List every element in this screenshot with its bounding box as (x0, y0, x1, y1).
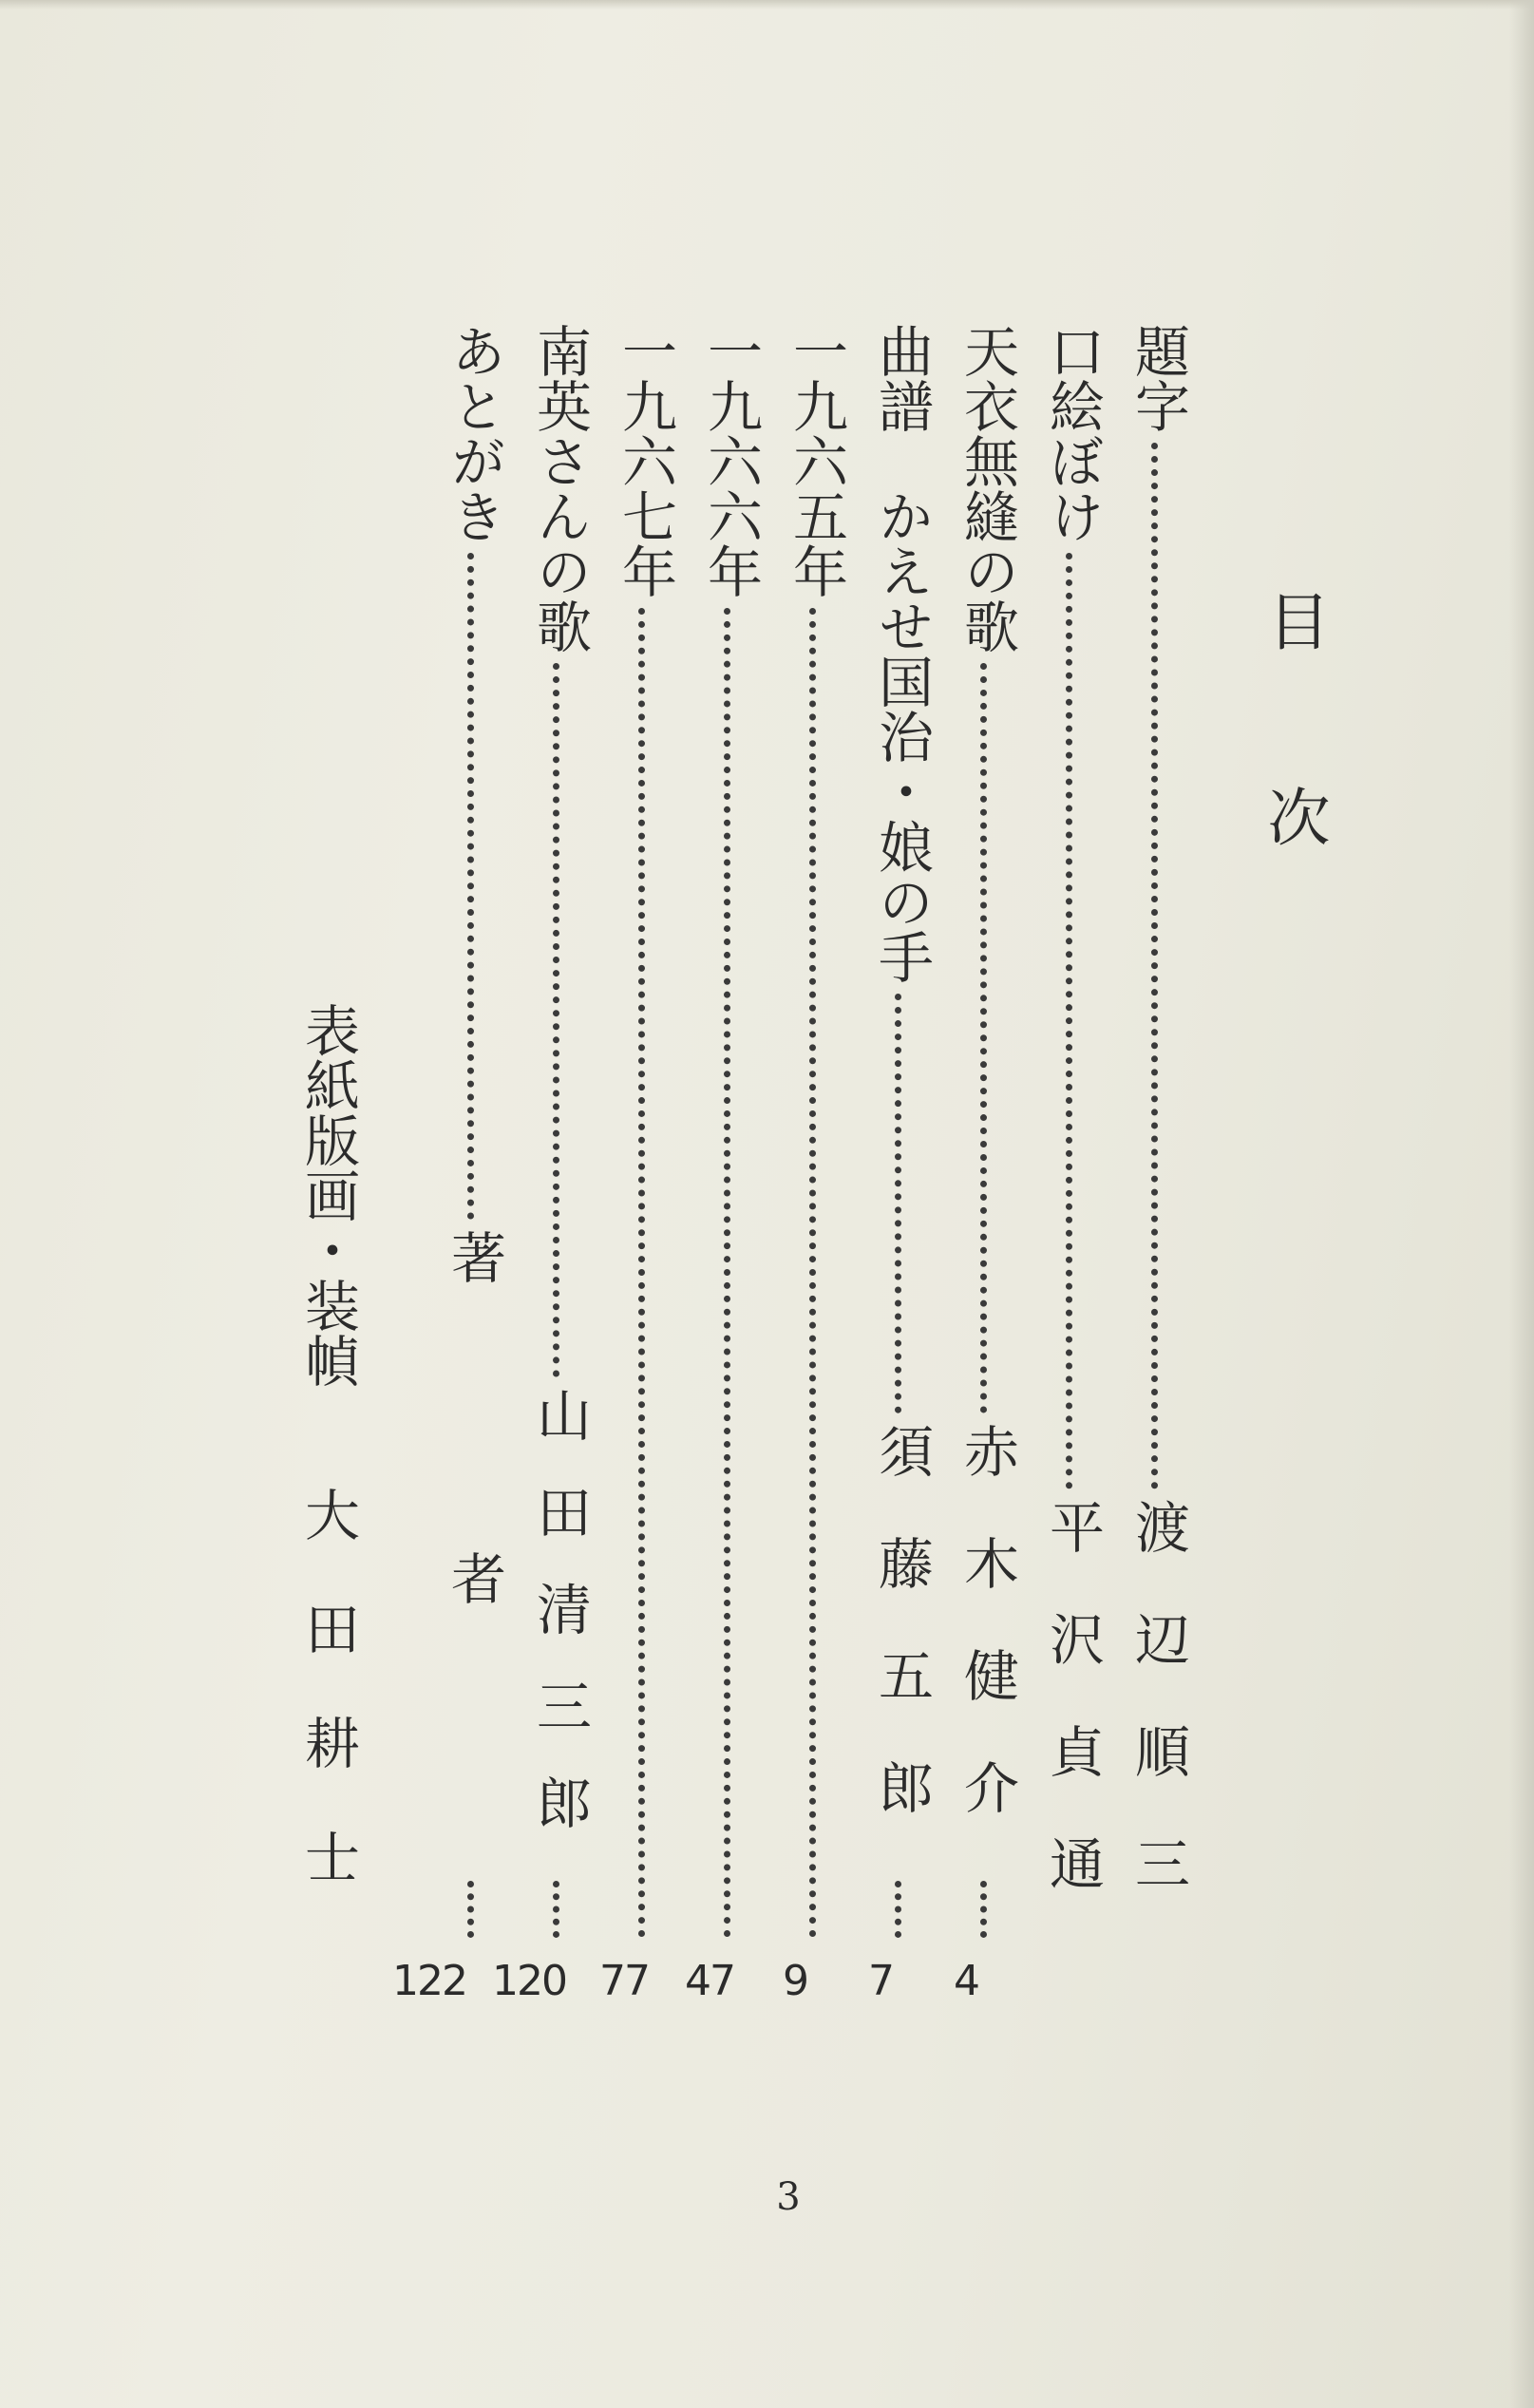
page-number-47: 47 (685, 1957, 734, 2005)
toc-entry-nanei (522, 323, 592, 1947)
leader-dots (864, 1881, 901, 1938)
entry-author: 山田清三郎 (527, 1387, 592, 1871)
leader-dots (950, 1881, 987, 1938)
toc-entry-1965 (779, 323, 848, 1947)
entry-author: 渡辺順三 (1126, 1499, 1190, 1947)
cover-design-label: 表紙版画・装幀 (295, 1002, 360, 1388)
toc-entry-kuchie (1035, 323, 1105, 1947)
entry-title: 一九六七年 (613, 323, 677, 598)
entry-title: 題字 (1126, 323, 1190, 433)
toc-entry-1966 (693, 323, 763, 1947)
page-number-120: 120 (492, 1957, 566, 2005)
entry-title: 一九六六年 (698, 323, 763, 598)
leader-dots (522, 663, 559, 1377)
entry-author: 平沢貞通 (1040, 1499, 1105, 1947)
leader-dots (693, 608, 730, 1938)
cover-design-name: 大田耕士 (295, 1487, 360, 1943)
entry-title: 一九六五年 (784, 323, 848, 598)
toc-entry-atogaki (437, 323, 506, 1947)
page-number-7: 7 (868, 1957, 893, 2005)
entry-title: 口絵ぼけ (1040, 323, 1105, 543)
entry-title: あとがき (442, 323, 506, 543)
toc-entry-daiji (1121, 323, 1190, 1947)
leader-dots (608, 608, 645, 1938)
entry-title: 南英さんの歌 (527, 323, 592, 654)
leader-dots (437, 1881, 474, 1938)
leader-dots (1121, 443, 1158, 1489)
folio-page-number: 3 (776, 2175, 801, 2219)
page-number-122: 122 (392, 1957, 466, 2005)
toc-entry-kyokufu (864, 323, 934, 1947)
entry-author: 著者 (442, 1229, 506, 1871)
page-number-9: 9 (783, 1957, 807, 2005)
entry-author: 須藤五郎 (869, 1423, 934, 1871)
entry-title: 曲譜 かえせ国治・娘の手 (869, 323, 934, 984)
toc-title: 目次 (1257, 589, 1330, 980)
entry-author: 赤木健介 (955, 1423, 1019, 1871)
leader-dots (779, 608, 816, 1938)
leader-dots (437, 553, 474, 1220)
leader-dots (864, 994, 901, 1413)
entry-title: 天衣無縫の歌 (955, 323, 1019, 654)
page-number-77: 77 (599, 1957, 649, 2005)
leader-dots (950, 663, 987, 1413)
toc-entry-tenimuhou (950, 323, 1019, 1947)
leader-dots (1035, 553, 1072, 1489)
page-number-4: 4 (954, 1957, 978, 2005)
leader-dots (522, 1881, 559, 1938)
toc-entry-1967 (608, 323, 677, 1947)
